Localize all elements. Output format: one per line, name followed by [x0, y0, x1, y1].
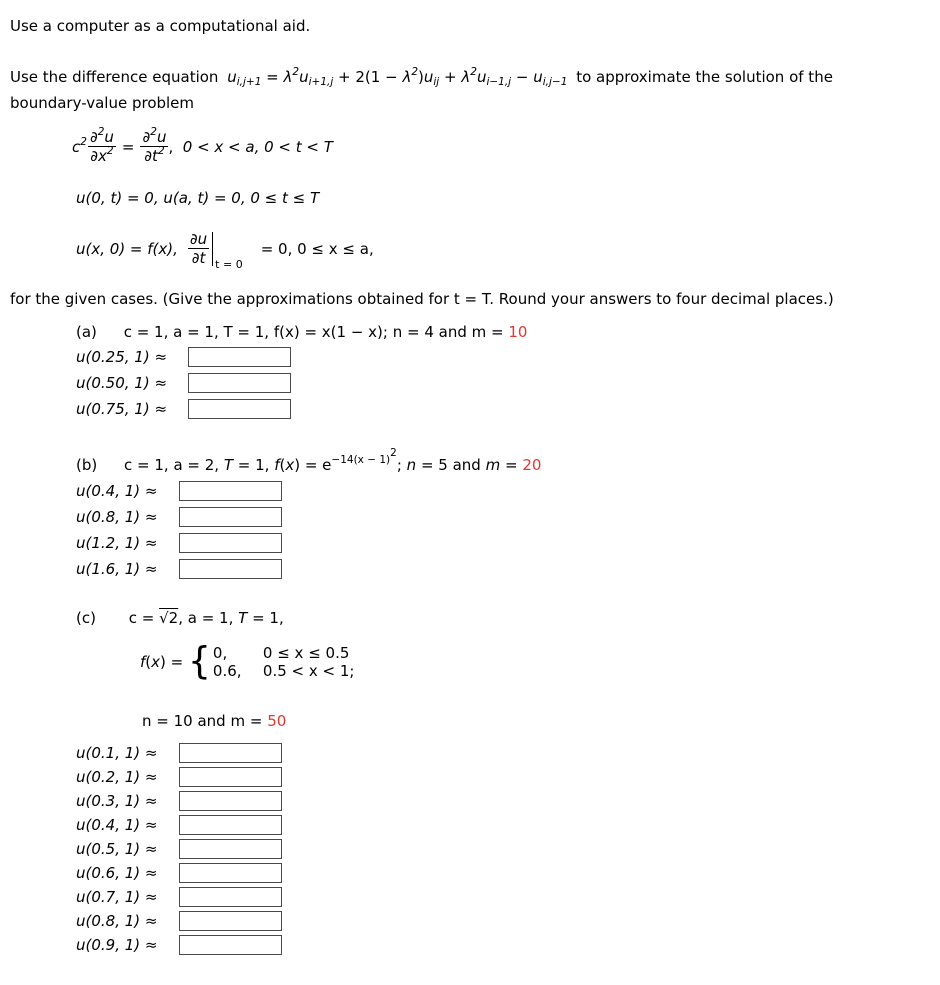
- ic-eval-point: t = 0: [215, 258, 243, 271]
- case-b-m: 20: [522, 456, 542, 474]
- answer-row: [76, 885, 282, 908]
- piece-top-condition: 0 ≤ x ≤ 0.5: [262, 644, 350, 662]
- answer-input[interactable]: [188, 399, 291, 419]
- answer-input[interactable]: [179, 533, 282, 553]
- answer-label: u(0.8, 1) ≈: [76, 911, 158, 930]
- answer-label: u(0.75, 1) ≈: [76, 399, 168, 418]
- answer-input[interactable]: [179, 887, 282, 907]
- piece-bottom-condition: 0.5 < x < 1;: [262, 662, 355, 680]
- answer-row: [76, 345, 291, 368]
- answer-label: u(0.2, 1) ≈: [76, 767, 158, 786]
- answer-row: [76, 861, 282, 884]
- answer-row: [76, 789, 282, 812]
- case-c-params: c = √2, a = 1, T = 1,: [128, 609, 284, 627]
- answer-input[interactable]: [188, 373, 291, 393]
- answer-label: u(0.50, 1) ≈: [76, 373, 168, 392]
- boundary-conditions: u(0, t) = 0, u(a, t) = 0, 0 ≤ t ≤ T: [76, 189, 320, 207]
- problem-trail: to approximate the solution of the: [576, 68, 833, 86]
- answer-input[interactable]: [179, 815, 282, 835]
- case-c-header: [76, 609, 284, 627]
- answer-label: u(1.2, 1) ≈: [76, 533, 158, 552]
- answer-row: [76, 557, 282, 580]
- cases-instruction: for the given cases. (Give the approximations obtained for t = T. Round your answers to four decimal places.): [10, 290, 834, 308]
- answer-label: u(0.1, 1) ≈: [76, 743, 158, 762]
- answer-input[interactable]: [179, 743, 282, 763]
- piece-bottom-value: 0.6,: [212, 662, 242, 680]
- answer-input[interactable]: [179, 767, 282, 787]
- answer-input[interactable]: [179, 481, 282, 501]
- answer-row: [76, 479, 282, 502]
- initial-conditions: u(x, 0) = f(x), $\frac{\partial u}{\partial t}$ t = 0 = 0, 0 ≤ x ≤ a,: [76, 230, 374, 271]
- case-b-label: (b): [76, 456, 98, 474]
- answer-row: [76, 741, 282, 764]
- instruction-text: Use a computer as a computational aid.: [10, 17, 311, 35]
- case-c-nm: [142, 712, 286, 730]
- problem-statement-line2: boundary-value problem: [10, 94, 195, 112]
- answer-label: u(0.3, 1) ≈: [76, 791, 158, 810]
- answer-row: [76, 837, 282, 860]
- answer-row: [76, 531, 282, 554]
- answer-label: u(0.5, 1) ≈: [76, 839, 158, 858]
- case-a-params: c = 1, a = 1, T = 1, f(x) = x(1 − x); n = 4 and m =: [123, 323, 504, 341]
- piece-top-value: 0,: [212, 644, 228, 662]
- answer-row: [76, 909, 282, 932]
- answer-input[interactable]: [179, 911, 282, 931]
- answer-label: u(0.25, 1) ≈: [76, 347, 168, 366]
- case-c-nm-text: n = 10 and m =: [142, 712, 263, 730]
- case-a-m: 10: [508, 323, 528, 341]
- case-b-header: [76, 447, 542, 474]
- pde-equation: $c^2$ $\frac{\partial^2u}{\partial x^2}$ = $\frac{\partial^2u}{\partial t^2}$ , 0 < x < a, 0 < t < T: [72, 126, 333, 165]
- case-b-params: c = 1, a = 2, T = 1, $f(x) = e^{-14(x - 1)^2}$; n = 5 and m =: [124, 447, 523, 474]
- answer-label: u(0.8, 1) ≈: [76, 507, 158, 526]
- answer-row: [76, 765, 282, 788]
- answer-row: [76, 505, 282, 528]
- answer-row: [76, 371, 291, 394]
- answer-input[interactable]: [179, 791, 282, 811]
- answer-input[interactable]: [188, 347, 291, 367]
- answer-label: u(0.4, 1) ≈: [76, 481, 158, 500]
- case-a-label: (a): [76, 323, 97, 341]
- case-c-label: (c): [76, 609, 96, 627]
- ic-displacement: u(x, 0) = f(x),: [76, 239, 178, 258]
- case-c-m: 50: [267, 712, 287, 730]
- ic-velocity: = 0, 0 ≤ x ≤ a,: [260, 239, 374, 258]
- piecewise-f: f ( x ) = { 0, 0 ≤ x ≤ 0.5 0.6, 0.5 < x < 1;: [140, 639, 355, 683]
- answer-label: u(0.9, 1) ≈: [76, 935, 158, 954]
- answer-label: u(0.6, 1) ≈: [76, 863, 158, 882]
- problem-statement-line1: [10, 68, 833, 86]
- pde-domain: 0 < x < a, 0 < t < T: [182, 137, 333, 156]
- answer-label: u(0.7, 1) ≈: [76, 887, 158, 906]
- answer-row: [76, 397, 291, 420]
- answer-input[interactable]: [179, 839, 282, 859]
- answer-label: u(0.4, 1) ≈: [76, 815, 158, 834]
- difference-equation: $u_{i,j+1} = \lambda^2u_{i+1,j} + 2(1 - \lambda^2)u_{ij} + \lambda^2u_{i-1,j} - u_{i,j-1}$: [227, 66, 568, 88]
- left-brace: {: [188, 639, 211, 683]
- problem-lead: Use the difference equation: [10, 68, 219, 86]
- answer-row: [76, 933, 282, 956]
- answer-input[interactable]: [179, 507, 282, 527]
- answer-input[interactable]: [179, 863, 282, 883]
- case-a-header: [76, 323, 527, 341]
- answer-label: u(1.6, 1) ≈: [76, 559, 158, 578]
- answer-input[interactable]: [179, 935, 282, 955]
- answer-row: [76, 813, 282, 836]
- answer-input[interactable]: [179, 559, 282, 579]
